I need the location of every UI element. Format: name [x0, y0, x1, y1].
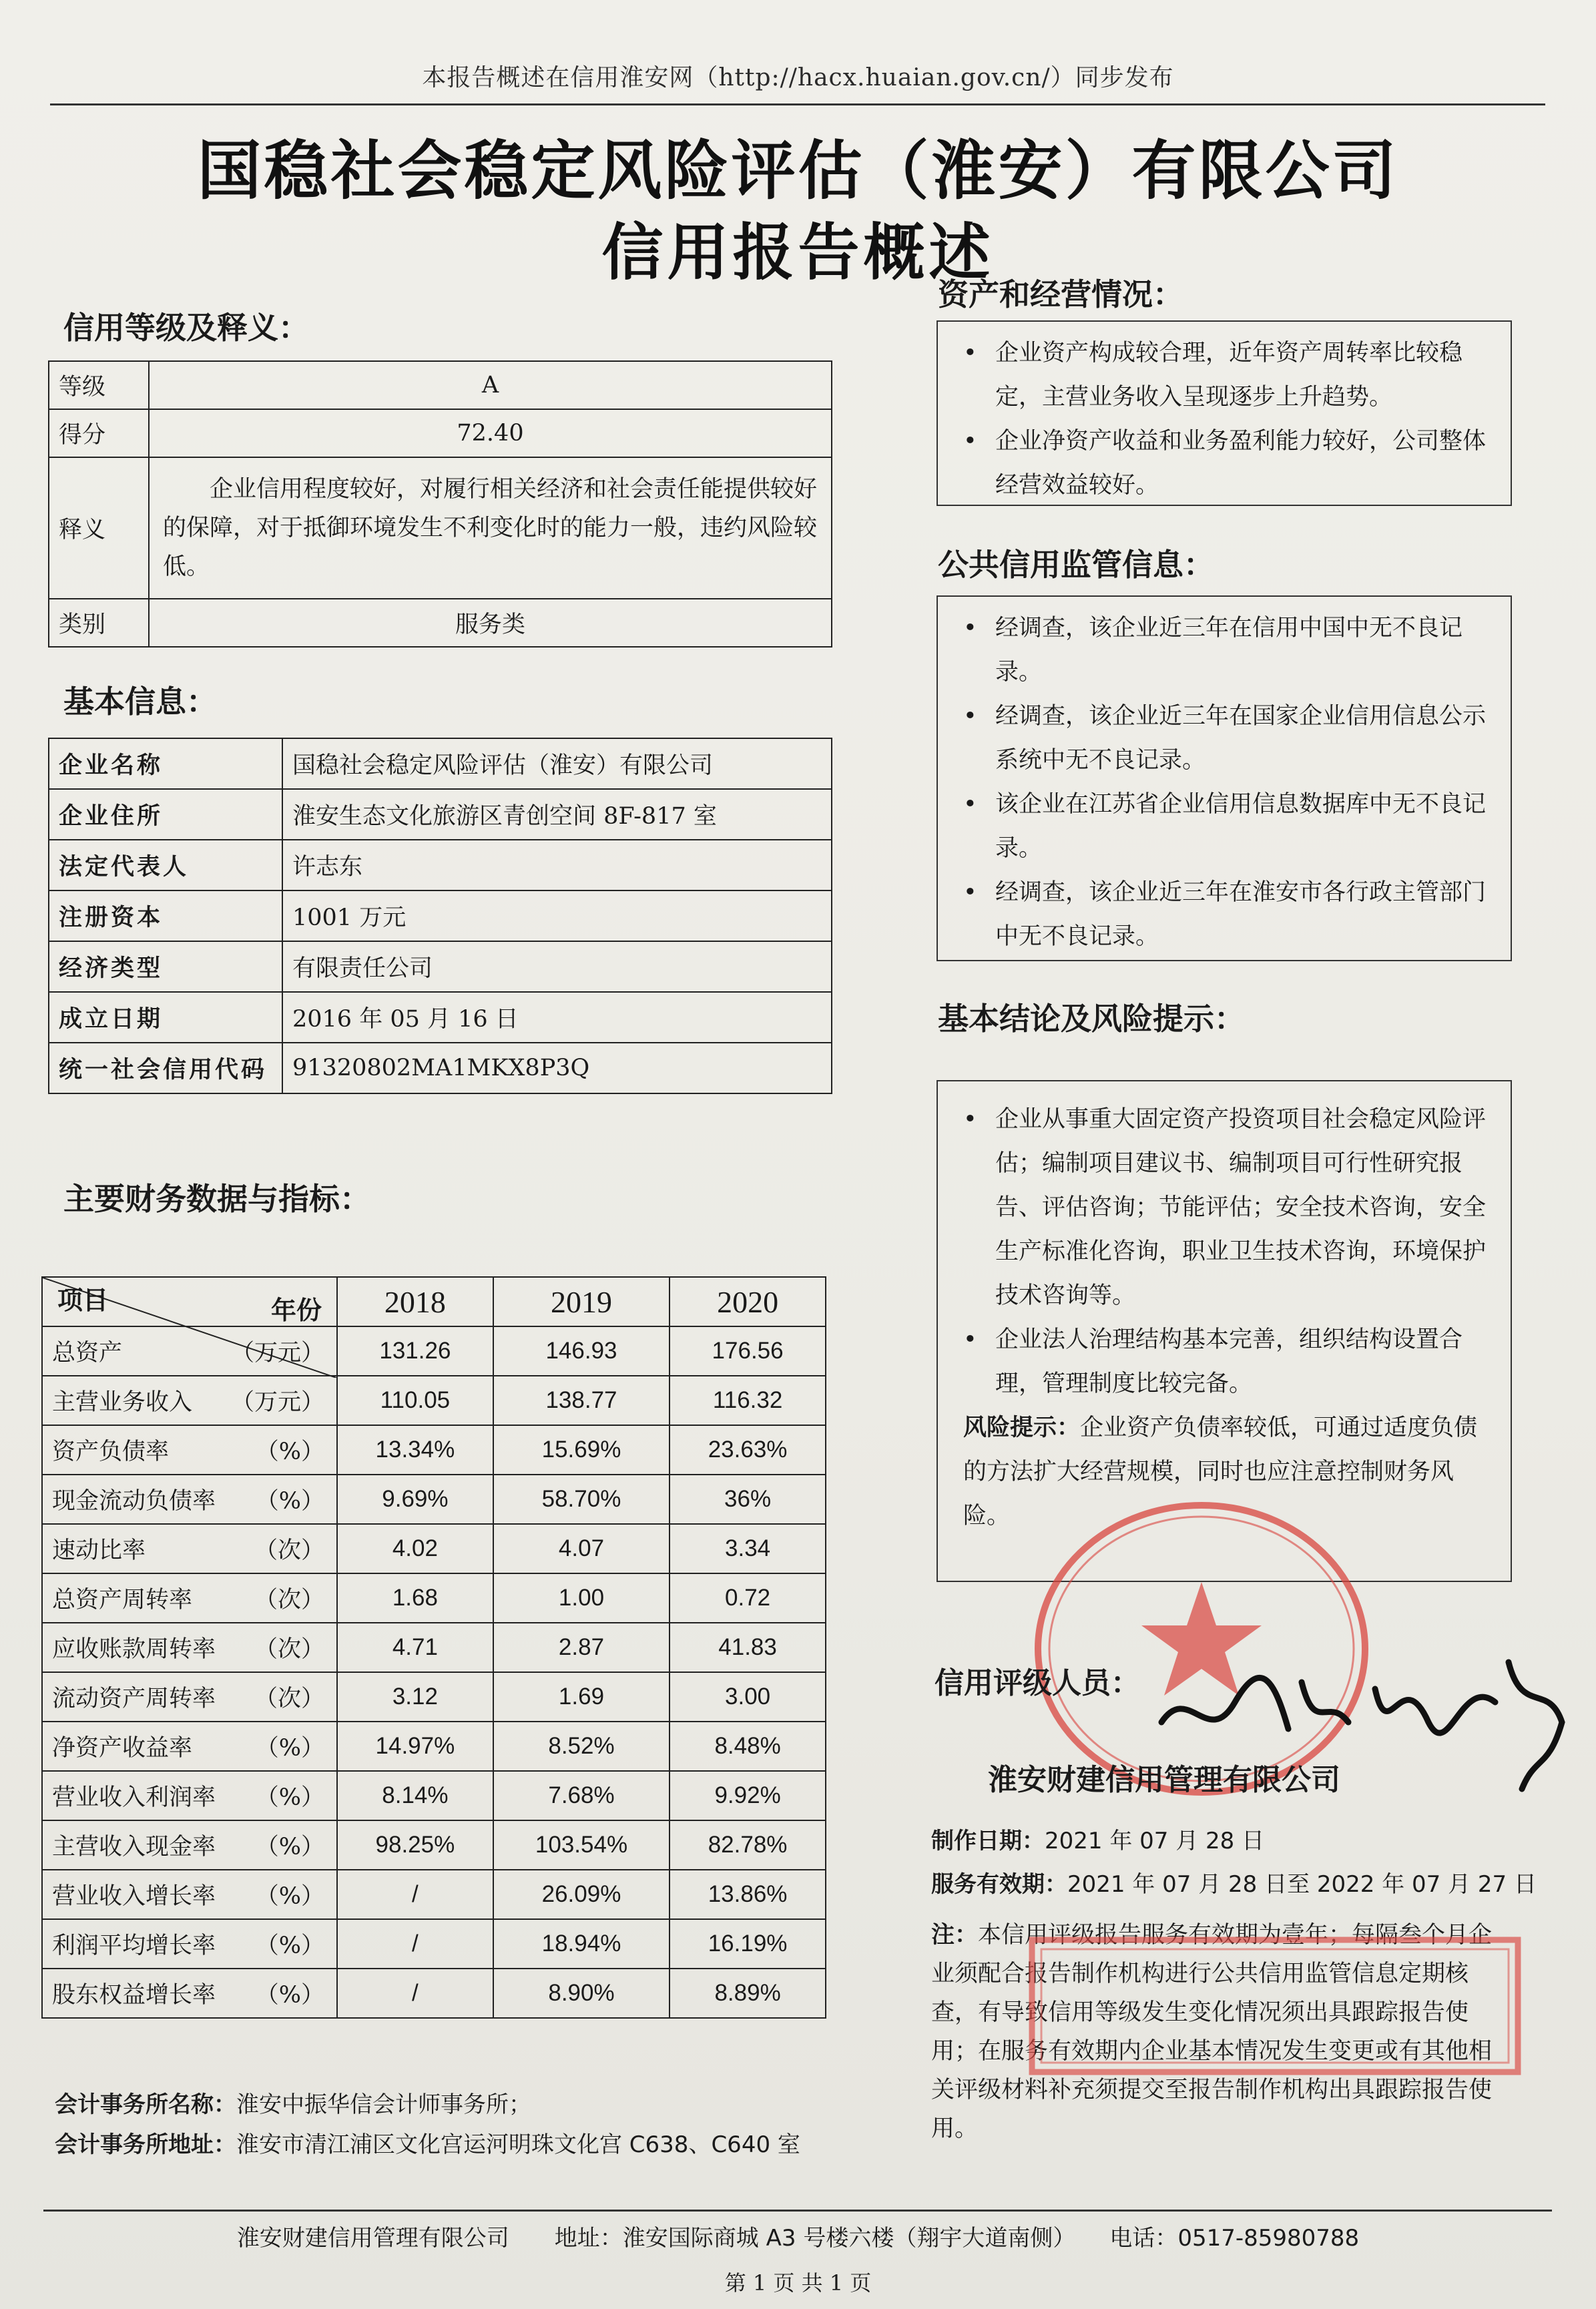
rating-agency-name: 淮安财建信用管理有限公司 — [988, 1763, 1340, 1797]
note-text: 本信用评级报告服务有效期为壹年；每隔叁个月企业须配合报告制作机构进行公共信用监管信息定期核查，有导致信用等级发生变化情况须出具跟踪报告使用；在服务有效期内企业基本情况发生变更或有其他相关评级材料补充须提交至报告制作机构出具跟踪报告使用。 — [931, 1922, 1493, 2142]
accounting-firm-name: 淮安中振华信会计师事务所； — [236, 2091, 531, 2118]
finance-item — [42, 1722, 337, 1771]
footer-contact: 淮安财建信用管理有限公司 地址：淮安国际商城 A3 号楼六楼（翔宇大道南侧） 电话：0517-85980788 — [236, 2225, 1360, 2252]
finance-value: 116.32 — [670, 1376, 826, 1425]
year-header: 2018 — [337, 1277, 493, 1326]
finance-row — [42, 1475, 826, 1524]
assets-heading: 资产和经营情况： — [938, 276, 1183, 312]
make-date-line — [931, 1822, 1264, 1855]
finance-item-unit: （万元） — [230, 1389, 324, 1416]
basic-info-row — [49, 738, 832, 789]
finance-item — [42, 1573, 337, 1623]
finance-item-name: 总资产周转率 — [52, 1587, 193, 1613]
finance-item — [42, 1475, 337, 1524]
make-date-label: 制作日期： — [931, 1828, 1045, 1854]
finance-value: 18.94% — [493, 1919, 670, 1969]
finance-item-unit: （次） — [254, 1537, 324, 1564]
finance-row — [42, 1672, 826, 1722]
basic-info-value: 有限责任公司 — [282, 941, 832, 992]
valid-period-line — [931, 1866, 1537, 1898]
supervision-heading: 公共信用监管信息： — [938, 547, 1214, 583]
basic-info-value: 淮安生态文化旅游区青创空间 8F-817 室 — [282, 789, 832, 840]
finance-item-unit: （%） — [255, 1982, 324, 2009]
finance-item-name: 营业收入利润率 — [52, 1784, 216, 1811]
basic-info-row — [49, 840, 832, 890]
finance-value: 7.68% — [493, 1771, 670, 1820]
finance-item — [42, 1326, 337, 1376]
accounting-firm-label: 会计事务所名称： — [55, 2091, 236, 2118]
basic-info-key: 注册资本 — [49, 890, 282, 941]
basic-info-heading: 基本信息： — [63, 684, 217, 720]
finance-heading: 主要财务数据与指标： — [63, 1181, 370, 1217]
finance-value: 8.52% — [493, 1722, 670, 1771]
basic-info-key: 法定代表人 — [49, 840, 282, 890]
finance-value: 3.34 — [670, 1524, 826, 1573]
header-note: 本报告概述在信用淮安网（http://hacx.huaian.gov.cn/）同步发布 — [422, 64, 1174, 91]
finance-row — [42, 1376, 826, 1425]
note-label: 注： — [931, 1922, 979, 1949]
finance-item — [42, 1376, 337, 1425]
finance-value: 23.63% — [670, 1425, 826, 1475]
finance-value: 98.25% — [337, 1820, 493, 1870]
finance-value: 131.26 — [337, 1326, 493, 1376]
finance-item-name: 股东权益增长率 — [52, 1982, 216, 2009]
finance-item — [42, 1623, 337, 1672]
finance-value: 1.69 — [493, 1672, 670, 1722]
assets-box — [937, 320, 1512, 506]
finance-value: 8.89% — [670, 1969, 826, 2018]
conclusion-heading: 基本结论及风险提示： — [938, 1001, 1245, 1037]
finance-row — [42, 1722, 826, 1771]
page-number: 第 1 页 共 1 页 — [724, 2270, 872, 2296]
finance-row — [42, 1820, 826, 1870]
finance-item — [42, 1771, 337, 1820]
finance-item-unit: （万元） — [230, 1340, 324, 1366]
finance-item-unit: （%） — [255, 1735, 324, 1762]
finance-item — [42, 1820, 337, 1870]
credit-grade-table — [48, 360, 832, 648]
finance-item-name: 资产负债率 — [52, 1439, 170, 1465]
assets-list — [954, 331, 1495, 507]
finance-item-unit: （%） — [255, 1784, 324, 1811]
finance-value: 4.71 — [337, 1623, 493, 1672]
grade-label: 等级 — [49, 361, 149, 409]
table-corner-cell — [42, 1277, 337, 1326]
finance-item-name: 主营收入现金率 — [52, 1834, 216, 1860]
assets-item: • 企业净资产收益和业务盈利能力较好，公司整体经营效益较好。 — [954, 419, 1495, 507]
finance-value: 1.68 — [337, 1573, 493, 1623]
finance-value: 26.09% — [493, 1870, 670, 1919]
explain-row — [49, 457, 832, 599]
finance-table — [41, 1276, 826, 2019]
make-date: 2021 年 07 月 28 日 — [1045, 1828, 1265, 1854]
basic-info-key: 企业住所 — [49, 789, 282, 840]
finance-item-unit: （次） — [254, 1686, 324, 1712]
category-row — [49, 599, 832, 647]
basic-info-row — [49, 1043, 832, 1093]
report-title-company: 国稳社会稳定风险评估（淮安）有限公司 — [197, 134, 1399, 208]
finance-item-unit: （次） — [254, 1587, 324, 1613]
supervision-list — [954, 606, 1495, 959]
header-divider — [50, 103, 1545, 105]
basic-info-value: 2016 年 05 月 16 日 — [282, 992, 832, 1043]
finance-row — [42, 1919, 826, 1969]
finance-item-name: 利润平均增长率 — [52, 1933, 216, 1959]
accounting-address: 淮安市清江浦区文化宫运河明珠文化宫 C638、C640 室 — [236, 2131, 800, 2158]
valid-period: 2021 年 07 月 28 日至 2022 年 07 月 27 日 — [1067, 1871, 1537, 1898]
basic-info-row — [49, 941, 832, 992]
finance-item-name: 流动资产周转率 — [52, 1686, 216, 1712]
rater-label: 信用评级人员： — [935, 1666, 1140, 1700]
finance-value: 4.07 — [493, 1524, 670, 1573]
corner-year-label: 年份 — [270, 1296, 322, 1325]
year-header: 2019 — [493, 1277, 670, 1326]
finance-value: 1.00 — [493, 1573, 670, 1623]
valid-period-label: 服务有效期： — [931, 1871, 1067, 1898]
accounting-address-line — [55, 2126, 800, 2159]
basic-info-key: 企业名称 — [49, 738, 282, 789]
basic-info-row — [49, 890, 832, 941]
report-title-subtitle: 信用报告概述 — [601, 217, 995, 288]
finance-value: / — [337, 1870, 493, 1919]
finance-value: 176.56 — [670, 1326, 826, 1376]
basic-info-key: 经济类型 — [49, 941, 282, 992]
basic-info-key: 成立日期 — [49, 992, 282, 1043]
year-header: 2020 — [670, 1277, 826, 1326]
finance-item-unit: （%） — [255, 1834, 324, 1860]
finance-row — [42, 1969, 826, 2018]
credit-grade-heading: 信用等级及释义： — [63, 310, 309, 346]
finance-value: 8.14% — [337, 1771, 493, 1820]
explain-text: 企业信用程度较好，对履行相关经济和社会责任能提供较好的保障，对于抵御环境发生不利变化时的能力一般，违约风险较低。 — [149, 457, 832, 599]
assets-item: • 企业资产构成较合理，近年资产周转率比较稳定，主营业务收入呈现逐步上升趋势。 — [954, 331, 1495, 419]
basic-info-table — [48, 738, 832, 1094]
finance-header-row — [42, 1277, 826, 1326]
finance-item-name: 主营业务收入 — [52, 1389, 193, 1416]
accounting-address-label: 会计事务所地址： — [55, 2131, 236, 2158]
finance-value: / — [337, 1919, 493, 1969]
finance-value: 15.69% — [493, 1425, 670, 1475]
finance-value: 138.77 — [493, 1376, 670, 1425]
corner-item-label: 项目 — [57, 1286, 109, 1315]
footer-divider — [43, 2210, 1552, 2212]
explain-label: 释义 — [49, 457, 149, 599]
supervision-box — [937, 595, 1512, 961]
category-label: 类别 — [49, 599, 149, 647]
finance-item-unit: （次） — [254, 1636, 324, 1663]
basic-info-row — [49, 789, 832, 840]
score-value: 72.40 — [149, 409, 832, 457]
finance-value: 41.83 — [670, 1623, 826, 1672]
score-row — [49, 409, 832, 457]
finance-value: 9.92% — [670, 1771, 826, 1820]
finance-item-name: 速动比率 — [52, 1537, 146, 1564]
supervision-item: • 经调查，该企业近三年在国家企业信用信息公示系统中无不良记录。 — [954, 694, 1495, 782]
finance-row — [42, 1524, 826, 1573]
grade-row — [49, 361, 832, 409]
finance-value: 3.12 — [337, 1672, 493, 1722]
finance-item-unit: （%） — [255, 1439, 324, 1465]
finance-item — [42, 1969, 337, 2018]
accounting-firm-line — [55, 2086, 531, 2119]
finance-value: 4.02 — [337, 1524, 493, 1573]
conclusion-item: • 企业法人治理结构基本完善，组织结构设置合理，管理制度比较完备。 — [954, 1318, 1495, 1406]
conclusion-list — [954, 1097, 1495, 1406]
finance-item-unit: （%） — [255, 1933, 324, 1959]
finance-item — [42, 1425, 337, 1475]
finance-row — [42, 1771, 826, 1820]
basic-info-key: 统一社会信用代码 — [49, 1043, 282, 1093]
finance-value: / — [337, 1969, 493, 2018]
score-label: 得分 — [49, 409, 149, 457]
basic-info-row — [49, 992, 832, 1043]
finance-value: 58.70% — [493, 1475, 670, 1524]
conclusion-item: • 企业从事重大固定资产投资项目社会稳定风险评估；编制项目建议书、编制项目可行性研究报告、评估咨询；节能评估；安全技术咨询，安全生产标准化咨询，职业卫生技术咨询，环境保护技术咨询等。 — [954, 1097, 1495, 1318]
finance-value: 16.19% — [670, 1919, 826, 1969]
finance-item — [42, 1672, 337, 1722]
finance-value: 3.00 — [670, 1672, 826, 1722]
finance-item — [42, 1870, 337, 1919]
finance-row — [42, 1870, 826, 1919]
finance-row — [42, 1326, 826, 1376]
finance-value: 9.69% — [337, 1475, 493, 1524]
finance-item-unit: （%） — [255, 1488, 324, 1515]
finance-row — [42, 1425, 826, 1475]
finance-value: 110.05 — [337, 1376, 493, 1425]
finance-item-name: 净资产收益率 — [52, 1735, 193, 1762]
finance-item-name: 营业收入增长率 — [52, 1883, 216, 1910]
finance-row — [42, 1623, 826, 1672]
finance-item — [42, 1524, 337, 1573]
finance-value: 103.54% — [493, 1820, 670, 1870]
supervision-item: • 经调查，该企业近三年在淮安市各行政主管部门中无不良记录。 — [954, 870, 1495, 959]
finance-item-name: 应收账款周转率 — [52, 1636, 216, 1663]
finance-value: 82.78% — [670, 1820, 826, 1870]
finance-value: 2.87 — [493, 1623, 670, 1672]
supervision-item: • 经调查，该企业近三年在信用中国中无不良记录。 — [954, 606, 1495, 694]
basic-info-value: 国稳社会稳定风险评估（淮安）有限公司 — [282, 738, 832, 789]
risk-text: 企业资产负债率较低，可通过适度负债的方法扩大经营规模，同时也应注意控制财务风险。 — [963, 1415, 1478, 1529]
basic-info-value: 许志东 — [282, 840, 832, 890]
finance-value: 14.97% — [337, 1722, 493, 1771]
category-value: 服务类 — [149, 599, 832, 647]
finance-value: 36% — [670, 1475, 826, 1524]
finance-value: 8.90% — [493, 1969, 670, 2018]
finance-value: 8.48% — [670, 1722, 826, 1771]
risk-label: 风险提示： — [963, 1415, 1081, 1441]
finance-value: 13.86% — [670, 1870, 826, 1919]
grade-value: A — [149, 361, 832, 409]
finance-value: 13.34% — [337, 1425, 493, 1475]
finance-item-name: 总资产 — [52, 1340, 123, 1366]
basic-info-value: 1001 万元 — [282, 890, 832, 941]
finance-row — [42, 1573, 826, 1623]
finance-item — [42, 1919, 337, 1969]
basic-info-value: 91320802MA1MKX8P3Q — [282, 1043, 832, 1093]
finance-item-name: 现金流动负债率 — [52, 1488, 216, 1515]
finance-item-unit: （%） — [255, 1883, 324, 1910]
supervision-item: • 该企业在江苏省企业信用信息数据库中无不良记录。 — [954, 782, 1495, 870]
filing-seal-stamp — [1028, 1936, 1522, 2076]
finance-value: 0.72 — [670, 1573, 826, 1623]
finance-value: 146.93 — [493, 1326, 670, 1376]
